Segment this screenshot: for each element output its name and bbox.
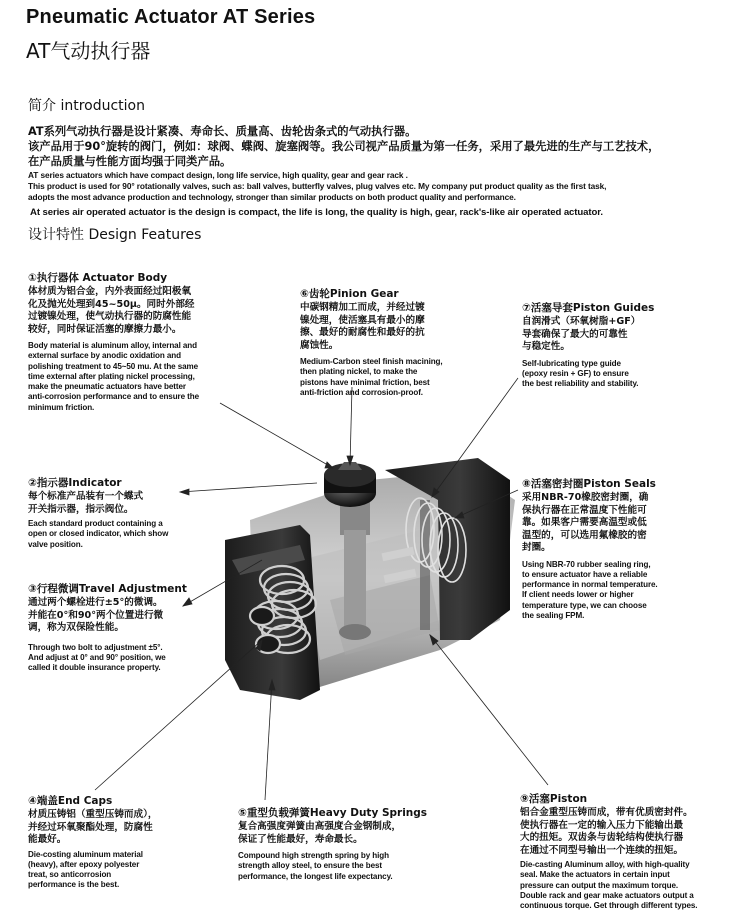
- text-line: the best reliability and stability.: [522, 379, 639, 389]
- text-line: 每个标准产品装有一个蝶式: [28, 491, 144, 502]
- page-title: Pneumatic Actuator AT Series: [26, 6, 316, 28]
- text-line: performance, the longest life expectancy.: [238, 871, 393, 881]
- intro-en-line: AT series actuators which have compact design, long life service, high quality, gear and gear rack .: [28, 170, 408, 180]
- feature-piston-guides: [522, 302, 722, 389]
- intro-summary-en: At series air operated actuator is the design is compact, the life is long, the quality is high, gear, rack's-like air operated actuator.: [30, 207, 603, 218]
- text-line: valve position.: [28, 539, 83, 549]
- text-line: Medium-Carbon steel finish macining,: [300, 357, 443, 366]
- feature-text-cn: [28, 597, 218, 635]
- intro-cn-line: AT系列气动执行器是设计紧凑、寿命长、质量高、齿轮齿条式的气动执行器。: [28, 125, 417, 138]
- feature-indicator: [28, 477, 208, 550]
- feature-title: ⑥齿轮Pinion Gear: [300, 288, 399, 300]
- text-line: 镍处理，使活塞具有最小的摩: [300, 314, 425, 326]
- text-line: 自润滑式（环氧树脂+GF）: [522, 316, 641, 327]
- text-line: 靠。如果客户需要高温型或低: [522, 517, 647, 528]
- feature-piston-seals: [522, 478, 722, 621]
- text-line: make the pneumatic actuators have better: [28, 382, 186, 392]
- text-line: anti-friction and corrosion-proof.: [300, 387, 423, 397]
- feature-text-en: [522, 359, 722, 390]
- text-line: 使执行器在一定的输入压力下能输出最: [520, 819, 684, 831]
- intro-en-line: This product is used for 90° rotationally valves, such as: ball valves, butterfly valves, plug valves etc. My company put product quality as the first task,: [28, 181, 607, 191]
- text-line: (heavy), after epoxy polyester: [28, 859, 140, 869]
- feature-title: ⑦活塞导套Piston Guides: [522, 302, 655, 314]
- text-line: Compound high strength spring by high: [238, 851, 389, 860]
- feature-text-en: [28, 850, 208, 891]
- intro-heading: 简介 introduction: [28, 98, 145, 114]
- text-line: 擦、最好的耐腐性和最好的抗: [300, 327, 425, 338]
- text-line: continuous torque. Get through different types.: [520, 901, 698, 911]
- text-line: 封圈。: [522, 542, 551, 553]
- text-line: 通过两个螺栓进行±5°的微调。: [28, 597, 163, 608]
- indicator-knob: [324, 462, 376, 507]
- feature-piston: [520, 793, 742, 911]
- text-line: performance is the best.: [28, 880, 120, 890]
- text-line: 材质压铸铝（重型压铸而成），: [28, 809, 158, 820]
- text-line: Double rack and gear make actuators output a: [520, 890, 694, 900]
- text-line: 温型的，可以选用氟橡胶的密: [522, 529, 647, 541]
- feature-pinion-gear: [300, 288, 475, 398]
- text-line: external surface by anodic oxidation and: [28, 351, 181, 361]
- feature-text-cn: [522, 316, 722, 354]
- text-line: (epoxy resin + GF) to ensure: [522, 368, 629, 378]
- text-line: called it double insurance property.: [28, 663, 161, 673]
- text-line: the sealing FPM.: [522, 610, 585, 620]
- text-line: Using NBR-70 rubber sealing ring,: [522, 559, 651, 569]
- feature-text-en: [28, 643, 218, 674]
- text-line: 铝合金重型压铸而成，带有优质密封件。: [520, 807, 693, 818]
- text-line: minimum friction.: [28, 402, 95, 412]
- text-line: 保证了性能最好，寿命最长。: [238, 833, 363, 845]
- feature-text-en: [520, 860, 742, 911]
- feature-text-en: [522, 560, 722, 622]
- text-line: 并经过环氧聚酯处理，防腐性: [28, 821, 153, 833]
- text-line: Self-lubricating type guide: [522, 358, 621, 368]
- text-line: treat, so anticorrosion: [28, 870, 112, 880]
- feature-title: ②指示器Indicator: [28, 477, 122, 489]
- text-line: 能最好。: [28, 834, 67, 845]
- feature-text-cn: [28, 286, 238, 336]
- feature-end-caps: [28, 795, 208, 891]
- intro-en-line: adopts the most advance production and technology, stronger than similar products on both product quality and performance.: [28, 192, 516, 202]
- feature-text-en: [300, 357, 475, 398]
- page-subtitle-cn: AT气动执行器: [26, 39, 151, 63]
- feature-actuator-body: [28, 272, 238, 413]
- feature-text-en: [28, 519, 208, 550]
- text-line: 中碳钢精加工而成，并经过镀: [300, 302, 425, 313]
- feature-title: ①执行器体 Actuator Body: [28, 272, 168, 284]
- feature-title: ⑧活塞密封圈Piston Seals: [522, 478, 656, 490]
- text-line: then plating nickel, to make the: [300, 367, 418, 377]
- feature-title: ③行程微调Travel Adjustment: [28, 583, 187, 595]
- text-line: 与稳定性。: [522, 341, 570, 352]
- text-line: seal. Make the actuators in certain input: [520, 870, 670, 880]
- text-line: 化及抛光处理到45~50μ。同时外部经: [28, 298, 195, 310]
- text-line: 复合高强度弹簧由高强度合金钢制成，: [238, 821, 402, 832]
- feature-text-en: [238, 851, 438, 882]
- text-line: 在通过不同型号输出一个连续的扭矩。: [520, 844, 684, 856]
- feature-title: ⑤重型负载弹簧Heavy Duty Springs: [238, 807, 428, 819]
- text-line: 体材质为铝合金，内外表面经过阳极氧: [28, 286, 192, 297]
- text-line: time external after plating nickel processing,: [28, 371, 195, 381]
- design-features-heading: 设计特性 Design Features: [28, 227, 202, 243]
- text-line: 并能在0°和90°两个位置进行微: [28, 609, 164, 621]
- text-line: 调，称为双保险性能。: [28, 622, 124, 633]
- feature-title: ⑨活塞Piston: [520, 793, 588, 805]
- text-line: to ensure actuator have a reliable: [522, 569, 648, 579]
- text-line: 开关指示器，指示阀位。: [28, 503, 134, 515]
- text-line: And adjust at 0° and 90° position, we: [28, 652, 166, 662]
- text-line: 腐蚀性。: [300, 339, 339, 351]
- intro-cn-line: 在产品质量与性能方面均强于同类产品。: [28, 155, 232, 168]
- text-line: pressure can output the maximum torque.: [520, 880, 679, 890]
- text-line: pistons have minimal friction, best: [300, 377, 430, 387]
- text-line: anti-corrosion performance and to ensure the: [28, 392, 199, 402]
- feature-text-en: [28, 341, 238, 413]
- feature-title: ④端盖End Caps: [28, 795, 113, 807]
- feature-travel-adjustment: [28, 583, 218, 673]
- text-line: 较好，同时保证活塞的摩擦力最小。: [28, 323, 182, 335]
- text-line: Each standard product containing a: [28, 519, 163, 528]
- feature-text-cn: [238, 821, 438, 846]
- text-line: strength alloy steel, to ensure the best: [238, 861, 382, 871]
- text-line: Die-casting Aluminum alloy, with high-quality: [520, 860, 690, 869]
- text-line: performance in normal temperature.: [522, 580, 658, 590]
- text-line: 采用NBR-70橡胶密封圈，确: [522, 492, 649, 503]
- text-line: 导套确保了最大的可靠性: [522, 328, 628, 340]
- feature-text-cn: [522, 492, 722, 555]
- text-line: 大的扭矩。双齿条与齿轮结构使执行器: [520, 832, 684, 843]
- text-line: Die-costing aluminum material: [28, 849, 143, 859]
- text-line: 保执行器在正常温度下性能可: [522, 504, 647, 516]
- text-line: temperature type, we can choose: [522, 600, 647, 610]
- text-line: polishing treatment to 45~50 mu. At the same: [28, 361, 199, 371]
- text-line: 过镀镍处理，使气动执行器的防腐性能: [28, 311, 192, 322]
- text-line: Body material is aluminum alloy, internal and: [28, 341, 197, 350]
- text-line: If client needs lower or higher: [522, 590, 634, 600]
- intro-cn-line: 该产品用于90°旋转的阀门，例如：球阀、蝶阀、旋塞阀等。我公司视产品质量为第一任务，采用了最先进的生产与工艺技术，: [28, 140, 660, 153]
- feature-text-cn: [520, 807, 742, 857]
- feature-text-cn: [28, 809, 208, 847]
- feature-heavy-duty-springs: [238, 807, 438, 882]
- feature-text-cn: [28, 491, 208, 516]
- text-line: Through two bolt to adjustment ±5°.: [28, 642, 163, 652]
- text-line: open or closed indicator, which show: [28, 529, 169, 539]
- feature-text-cn: [300, 302, 475, 352]
